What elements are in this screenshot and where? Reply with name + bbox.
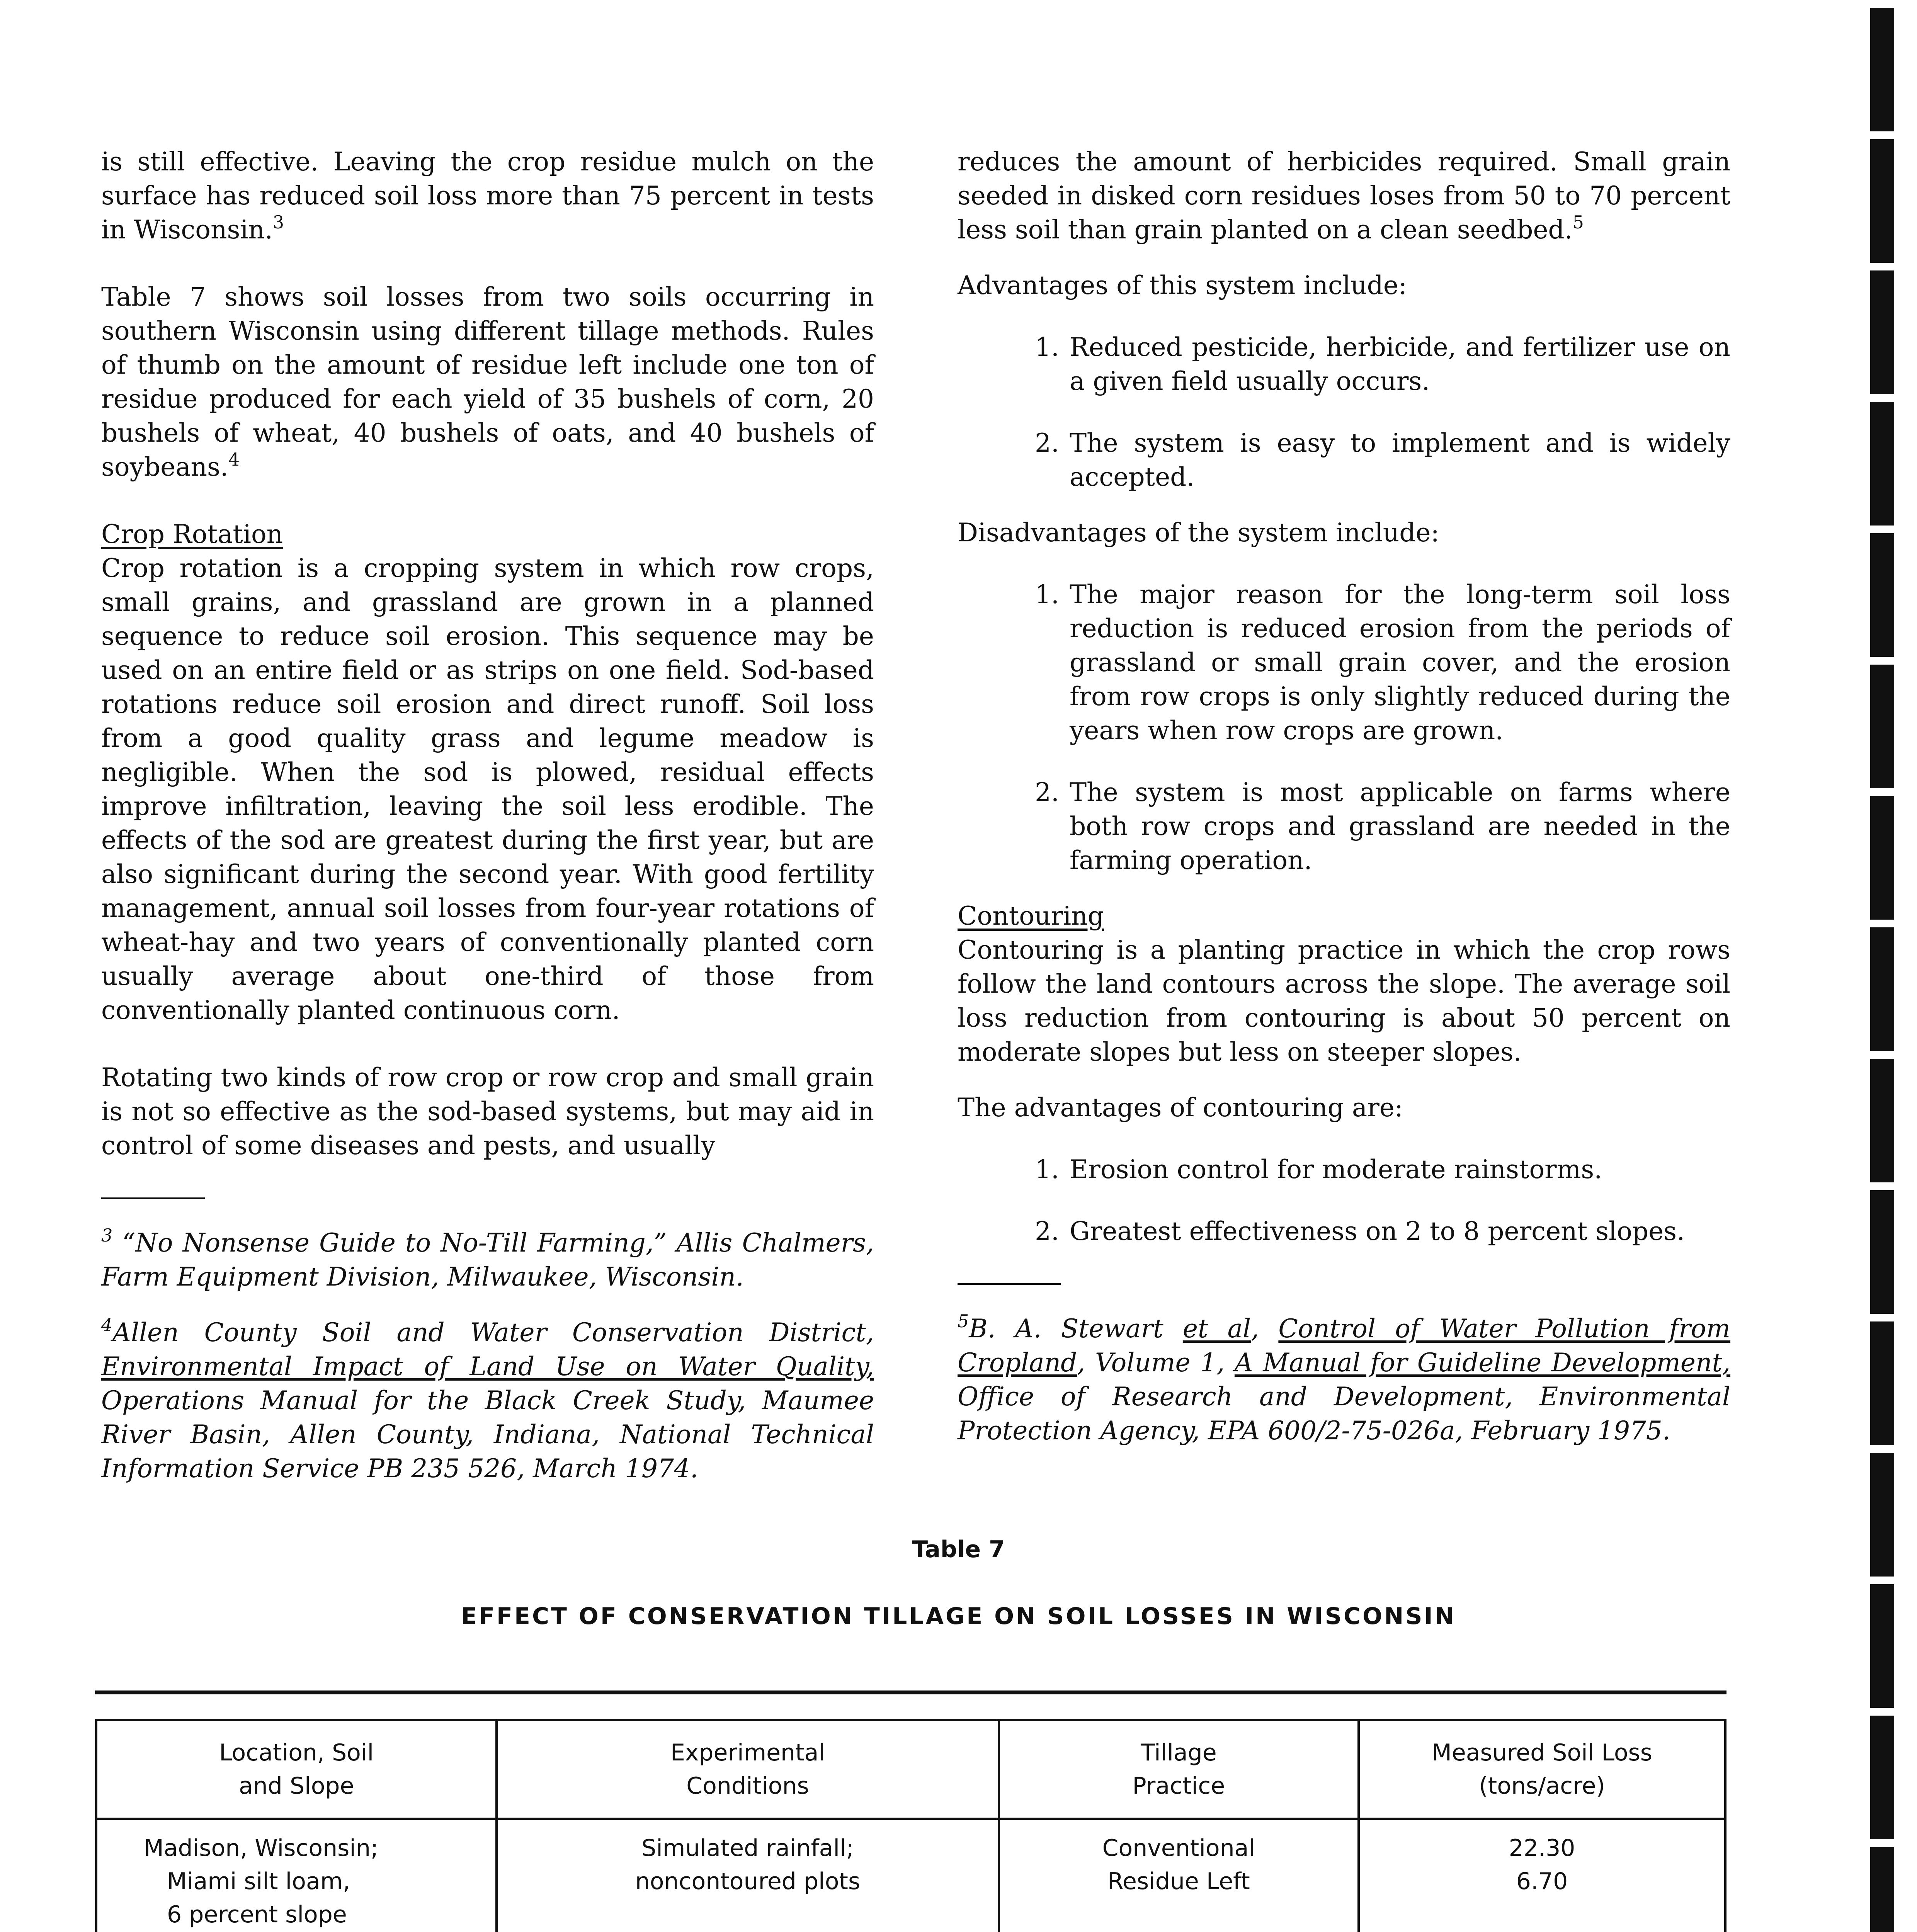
- contouring-advantages-list: [958, 1153, 1730, 1248]
- cell-practice: Conventional Residue Left: [999, 1819, 1359, 1932]
- list-item: 1. The major reason for the long-term soil loss reduction is reduced erosion from the periods of grassland or small grain cover, and the erosion from row crops is only slightly reduced during the years when row crops are grown.: [1035, 580, 1730, 745]
- disadvantages-intro: Disadvantages of the system include:: [958, 518, 1439, 548]
- cell-soil-loss: 22.30 6.70: [1359, 1819, 1725, 1932]
- footnote-4: $^4$Allen County Soil and Water Conservation District, Environmental Impact of Land Use on Water Quality, Operations Manual for the Black Creek Study, Maumee River Basin, Allen County, Indiana, National Technical Information Service PB 235 526, March 1974.: [101, 1315, 874, 1483]
- crop-rotation-paragraph: Crop rotation is a cropping system in which row crops, small grains, and grassland are grown in a planned sequence to reduce soil erosion. This sequence may be used on an entire field or as strips on one field. Sod-based rotations reduce soil erosion and direct runoff. Soil loss from a good quality grass and legume meadow is negligible. When the sod is plowed, residual effects improve infiltration, leaving the soil less erodible. The effects of the sod are greatest during the first year, but are also significant during the second year. With good fertility management, annual soil losses from four-year rotations of wheat-hay and two years of conventionally planted corn usually average about one-third of those from conventionally planted continuous corn.: [101, 553, 874, 1025]
- left-column: [101, 145, 874, 1486]
- registration-mark: [1870, 796, 1894, 920]
- table-header-row: [96, 1720, 1725, 1819]
- footnote-ref-5: 5: [1572, 212, 1584, 233]
- registration-mark: [1870, 665, 1894, 788]
- registration-mark: [1870, 1584, 1894, 1708]
- table-row: [96, 1819, 1725, 1932]
- table-top-rule: [95, 1690, 1726, 1694]
- table-title: EFFECT OF CONSERVATION TILLAGE ON SOIL LOSSES IN WISCONSIN: [461, 1603, 1456, 1630]
- header-soil-loss: Measured Soil Loss (tons/acre): [1359, 1720, 1725, 1819]
- contouring-advantages-intro: The advantages of contouring are:: [958, 1093, 1403, 1122]
- registration-mark: [1870, 1059, 1894, 1182]
- registration-mark: [1870, 402, 1894, 526]
- registration-mark: [1870, 139, 1894, 263]
- cell-conditions: Simulated rainfall; noncontoured plots: [497, 1819, 998, 1932]
- disadvantages-list: [958, 578, 1730, 878]
- footnote-3: $^3$ “No Nonsense Guide to No-Till Farming,” Allis Chalmers, Farm Equipment Division, Milwaukee, Wisconsin.: [101, 1225, 874, 1292]
- contouring-paragraph: Contouring is a planting practice in which the crop rows follow the land contours across the slope. The average soil loss reduction from contouring is about 50 percent on moderate slopes but less on steeper slopes.: [958, 935, 1730, 1067]
- header-location: Location, Soil and Slope: [96, 1720, 497, 1819]
- footnote-ref-3: 3: [272, 212, 284, 233]
- list-item: 2. The system is most applicable on farms where both row crops and grassland are needed in the farming operation.: [1035, 777, 1730, 875]
- registration-mark: [1870, 1321, 1894, 1445]
- list-item: 1. Reduced pesticide, herbicide, and fertilizer use on a given field usually occurs.: [1035, 332, 1730, 396]
- footnote-5: $^5$B. A. Stewart et al, Control of Water Pollution from Cropland, Volume 1, A Manual for Guideline Development, Office of Research and Development, Environmental Protection Agency, EPA 600/2-75-026a, February 1975.: [958, 1311, 1730, 1446]
- left-paragraph-2: Table 7 shows soil losses from two soils occurring in southern Wisconsin using different tillage methods. Rules of thumb on the amount of residue left include one ton of residue produced for each yield of 35 bushels of corn, 20 bushels of wheat, 40 bushels of oats, and 40 bushels of soybeans.$^4$: [101, 282, 874, 482]
- cell-location: Madison, Wisconsin; Miami silt loam, 6 percent slope: [96, 1819, 497, 1932]
- registration-marks: [1870, 0, 1894, 1932]
- table-label: Table 7: [912, 1536, 1005, 1563]
- registration-mark: [1870, 927, 1894, 1051]
- footnote-ref-4: 4: [228, 449, 240, 470]
- list-item: 2. Greatest effectiveness on 2 to 8 percent slopes.: [1035, 1216, 1685, 1246]
- registration-mark: [1870, 533, 1894, 657]
- advantages-intro: Advantages of this system include:: [958, 270, 1407, 300]
- list-item: 1. Erosion control for moderate rainstorms.: [1035, 1155, 1602, 1184]
- crop-rotation-heading: Crop Rotation: [101, 519, 283, 549]
- left-paragraph-1: is still effective. Leaving the crop residue mulch on the surface has reduced soil loss more than 75 percent in tests in Wisconsin.$^3$: [101, 147, 874, 245]
- contouring-heading: Contouring: [958, 901, 1104, 931]
- registration-mark: [1870, 8, 1894, 131]
- registration-mark: [1870, 1716, 1894, 1839]
- soil-loss-table: [95, 1719, 1726, 1932]
- list-item: 2. The system is easy to implement and is widely accepted.: [1035, 428, 1730, 492]
- advantages-list: [958, 330, 1730, 494]
- registration-mark: [1870, 1190, 1894, 1314]
- footnote-rule-right: [958, 1283, 1061, 1285]
- right-column: [958, 145, 1730, 1448]
- header-conditions: Experimental Conditions: [497, 1720, 998, 1819]
- registration-mark: [1870, 270, 1894, 394]
- registration-mark: [1870, 1453, 1894, 1577]
- header-practice: Tillage Practice: [999, 1720, 1359, 1819]
- registration-mark: [1870, 1847, 1894, 1932]
- footnote-rule-left: [101, 1197, 205, 1199]
- right-paragraph-1: reduces the amount of herbicides required. Small grain seeded in disked corn residues loses from 50 to 70 percent less soil than grain planted on a clean seedbed.$^5$: [958, 147, 1730, 245]
- left-paragraph-4: Rotating two kinds of row crop or row crop and small grain is not so effective as the sod-based systems, but may aid in control of some diseases and pests, and usually: [101, 1063, 874, 1160]
